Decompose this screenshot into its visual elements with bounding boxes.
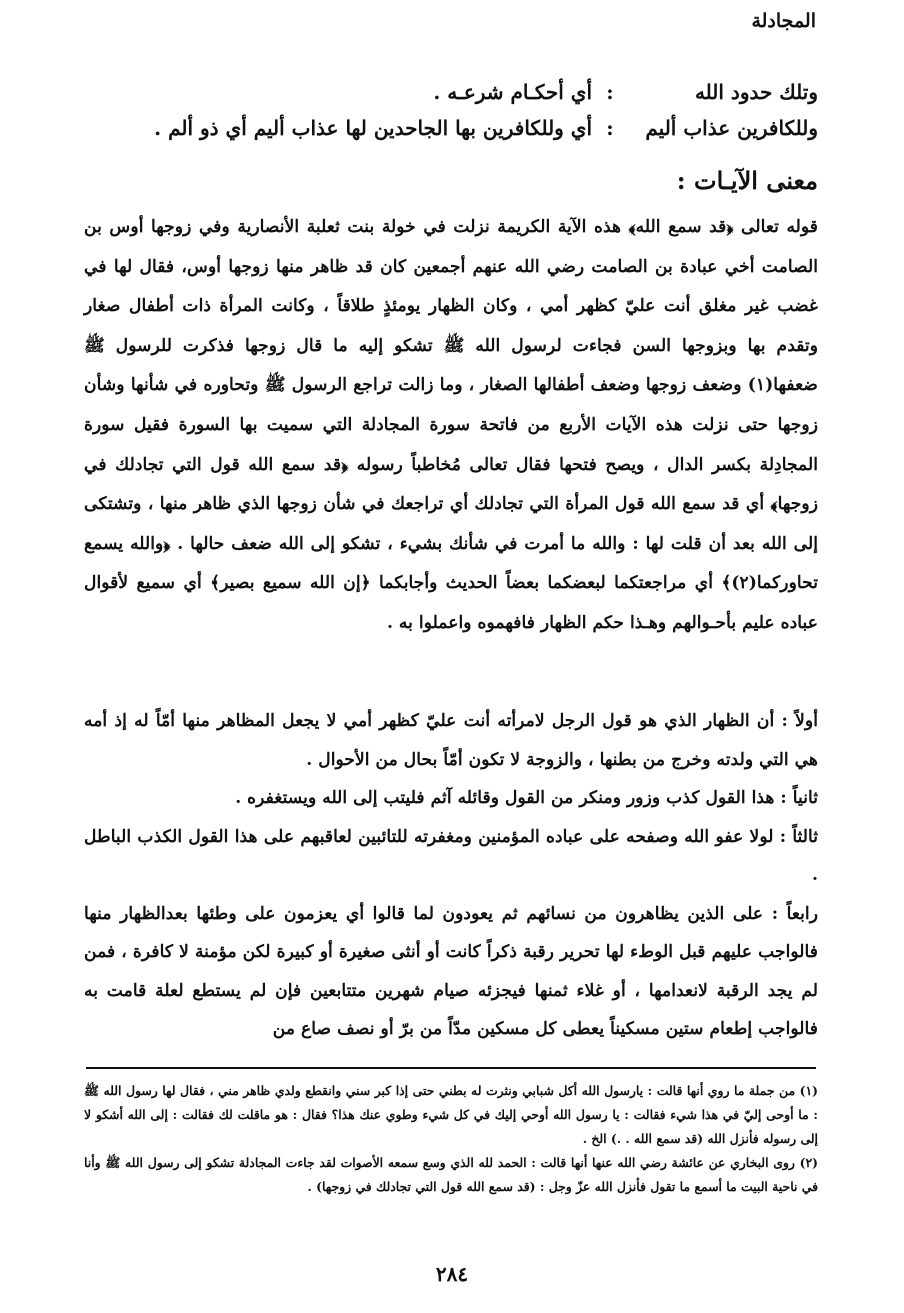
vocabulary-term: وتلك حدود الله [694,80,818,104]
footnotes [84,1079,818,1199]
point-fourth: رابعاً : على الذين يظاهرون من نسائهم ثم يعودون لما قالوا أي يعزمون على وطئها بعدالظهار منها فالواجب عليهم قبل الوطء لها تحرير رقبة ذكراً كانت أو أنثى صغيرة أو كبيرة لكن مؤمنة لا كافرة ، فمن لم يجد الرقبة لانعدامها ، أو غلاء ثمنها فيجزئه صيام شهرين متتابعين فإن لم يستطع لعلة قامت به فالواجب إطعام ستين مسكيناً يعطى كل مسكين مدّاً من برّ أو نصف صاع من [84,903,818,1039]
footnote-2: (٢) روى البخاري عن عائشة رضي الله عنها أنها قالت : الحمد لله الذي وسع سمعه الأصوات لقد جاءت المجادلة تشكو إلى رسول الله ﷺ وأنا في ناحية البيت ما أسمع ما تقول فأنزل الله عزّ وجل : (قد سمع الله قول التي تجادلك في زوجها) . [84,1155,818,1194]
numbered-points [84,702,818,1049]
vocabulary-colon: : [606,80,614,104]
point-third: ثالثاً : لولا عفو الله وصفحه على عباده المؤمنين ومغفرته للتائبين لعاقبهم على هذا القول الكذب الباطل . [84,826,818,885]
commentary-body [84,208,818,644]
vocabulary-row [78,80,818,116]
vocabulary-definition: أي وللكافرين بها الجاحدين لها عذاب أليم أي ذو ألم . [154,116,592,140]
footnote-1: (١) من جملة ما روي أنها قالت : يارسول الله أكل شبابي ونثرت له بطني حتى إذا كبر سني وانقطع ولدي ظاهر مني ، فقال لها رسول الله ﷺ : ما أوحى إليّ في هذا شيء فقالت : يا رسول الله أوحي إليك في كل شيء وطوي عنك هذا؟ فقال : هو ماقلت لك فقالت : إلى الله أشكو لا إلى رسوله فأنزل الله (قد سمع الله . .) الخ . [84,1083,818,1146]
commentary-paragraph: قوله تعالى ﴿قد سمع الله﴾ هذه الآية الكريمة نزلت في خولة بنت ثعلبة الأنصارية وفي زوجها أوس بن الصامت أخي عبادة بن الصامت رضي الله عنهم أجمعين كان قد ظاهر منها زوجها أوس، فقال لها في غضب غير مغلق أنت عليّ كظهر أمي ، وكان الظهار يومئذٍ طلاقاً ، وكانت المرأة ذات أطفال صغار وتقدم بها وبزوجها السن فجاءت لرسول الله ﷺ تشكو إليه ما قال زوجها فذكرت للرسول ﷺ ضعفها(١) وضعف زوجها وضعف أطفالها الصغار ، وما زالت تراجع الرسول ﷺ وتحاوره في شأنها وشأن زوجها حتى نزلت هذه الآيات الأربع من فاتحة سورة المجادلة التي سميت بها السورة فقيل سورة المجادِلة بكسر الدال ، ويصح فتحها فقال تعالى مُخاطباً رسوله ﴿قد سمع الله قول التي تجادلك في زوجها﴾ أي قد سمع الله قول المرأة التي تجادلك أي تراجعك في شأن زوجها الذي ظاهر منها ، وتشتكى إلى الله بعد أن قلت لها : والله ما أمرت في شأنك بشيء ، تشكو إلى الله ضعف حالها . ﴿والله يسمع تحاوركما(٢)﴾ أي مراجعتكما لبعضكما بعضاً الحديث وأجابكما ﴿إن الله سميع بصير﴾ أي سميع لأقوال عباده عليم بأحـوالهم وهـذا حكم الظهار فافهموه واعملوا به . [84,217,818,633]
footnote-divider [86,1067,816,1069]
vocabulary-colon: : [606,116,614,140]
point-second: ثانياً : هذا القول كذب وزور ومنكر من القول وقائله آثم فليتب إلى الله ويستغفره . [235,788,818,808]
vocabulary-definition: أي أحكـام شرعـه . [433,80,592,104]
point-first: أولاً : أن الظهار الذي هو قول الرجل لامرأته أنت عليّ كظهر أمي لا يجعل المظاهر منها أمّاً له إذ أمه هي التي ولدته وخرج من بطنها ، والزوجة لا تكون أمّاً بحال من الأحوال . [84,711,818,770]
running-title: المجادلة [751,10,816,32]
page-number: ٢٨٤ [435,1262,469,1286]
section-heading: معنى الآيـات : [676,166,818,195]
vocabulary-term: وللكافرين عذاب أليم [645,116,818,140]
vocabulary-list [78,80,818,152]
vocabulary-row [78,116,818,152]
